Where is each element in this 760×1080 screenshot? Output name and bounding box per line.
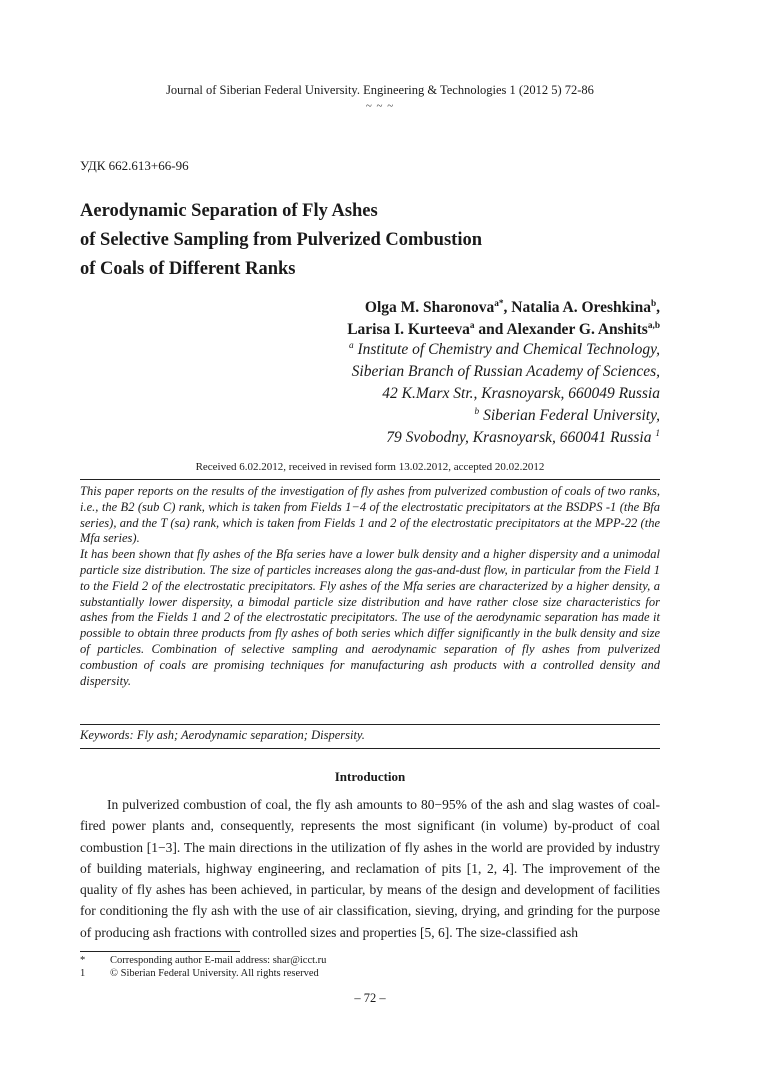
keywords: Keywords: Fly ash; Aerodynamic separation; Dispersity. — [80, 728, 365, 742]
author-separator: , — [503, 299, 512, 316]
author-sup: a — [469, 320, 475, 331]
section-heading-introduction: Introduction — [334, 769, 406, 784]
affiliation-mark: a — [348, 340, 354, 351]
introduction-paragraph: In pulverized combustion of coal, the fly ash amounts to 80−95% of the ash and slag wastes of coal-fired power plants and, consequently, represents the most significant (in volume) by-product of coal combustion [1−3]. The main directions in the utilization of fly ashes in the world are provided by industry of building materials, highway engineering, and reclamation of pits [1, 2, 4]. The improvement of the quality of fly ashes has been achieved, in particular, by means of the design and development of facilities for conditioning the fly ash with the use of air classification, sieving, drying, and grinding for the purpose of producing ash fractions with controlled sizes and properties [5, 6]. The size-classified ash — [80, 797, 660, 940]
author-line-1 — [347, 297, 660, 319]
footnote-mark: 1 — [655, 428, 660, 439]
title-line-2: of Selective Sampling from Pulverized Combustion — [80, 230, 483, 250]
affiliation-a-line-3: 42 K.Marx Str., Krasnoyarsk, 660049 Russia — [382, 385, 660, 402]
page-number: – 72 – — [354, 991, 386, 1005]
affiliation-a-line-2: Siberian Branch of Russian Academy of Sciences, — [351, 363, 660, 380]
title-line-1: Aerodynamic Separation of Fly Ashes — [80, 201, 378, 221]
author-sup: b — [650, 298, 657, 309]
author-conjunction: and — [474, 321, 507, 338]
author-name: Natalia A. Oreshkina — [511, 299, 651, 316]
affiliation-b-line-1 — [349, 405, 660, 427]
author-separator: , — [656, 299, 660, 316]
affiliation-text: Siberian Federal University, — [479, 407, 660, 424]
footnote-mark: 1 — [80, 968, 86, 979]
article-title — [80, 197, 482, 284]
footnote-mark: * — [80, 955, 86, 966]
keywords-rule — [80, 748, 660, 749]
abstract-paragraph-2: It has been shown that fly ashes of the Bfa series have a lower bulk density and a higher dispersity and a unimodal particle size distribution. The size of particles increases along the gas-and-dust flow, in particular from the Field 1 to the Field 2 of the electrostatic precipitators. Fly ashes of the Mfa series are characterized by a higher density, a substantially lower dispersity, a bimodal particle size distribution and have rather close size characteristics for ashes from the Fields 1 and 2 of the electrostatic precipitators. The use of the aerodynamic separation has made it possible to obtain three products from fly ashes of both series which differ significantly in the bulk density and size of particles. Combination of selective sampling and aerodynamic separation of fly ashes from pulverized combustion of coals are promising techniques for manufacturing ash products with a controlled density and dispersity. — [80, 547, 660, 688]
header-separator: ~ ~ ~ — [365, 100, 395, 112]
affiliation-mark: b — [474, 406, 480, 417]
abstract-paragraph-1: This paper reports on the results of the investigation of fly ashes from pulverized combustion of coals of two ranks, i.e., the B2 (sub C) rank, which is taken from Fields 1−4 of the electrostatic precipitators at the BSDPS -1 (the Bfa series), and the T (sa) rank, which is taken from Fields 1 and 2 of the electrostatic precipitators at the MPP-22 (the Mfa series). — [80, 484, 660, 546]
author-name: Olga M. Sharonova — [364, 299, 495, 316]
affiliations — [349, 339, 660, 449]
footnote-rule — [80, 951, 240, 952]
footnote-text: © Siberian Federal University. All rights reserved — [110, 968, 319, 979]
footnote-1 — [80, 954, 326, 967]
footnote-2 — [80, 967, 319, 980]
abstract-top-rule — [80, 479, 660, 480]
title-line-3: of Coals of Different Ranks — [80, 259, 296, 279]
affiliation-a-line-1 — [349, 339, 660, 361]
author-sup: a,b — [647, 320, 660, 331]
author-name: Alexander G. Anshits — [506, 321, 648, 338]
footnote-text: Corresponding author E-mail address: shar@icct.ru — [110, 955, 327, 966]
author-sup: a* — [494, 298, 504, 309]
author-list — [347, 297, 660, 341]
udk-code: УДК 662.613+66-96 — [80, 158, 189, 173]
abstract — [80, 484, 660, 689]
journal-header: Journal of Siberian Federal University. Engineering & Technologies 1 (2012 5) 72-86 — [166, 83, 594, 97]
affiliation-text: 79 Svobodny, Krasnoyarsk, 660041 Russia — [386, 429, 656, 446]
received-dates: Received 6.02.2012, received in revised form 13.02.2012, accepted 20.02.2012 — [195, 461, 545, 473]
author-line-2 — [347, 319, 660, 341]
affiliation-b-line-2 — [349, 427, 660, 449]
author-name: Larisa I. Kurteeva — [347, 321, 470, 338]
affiliation-text: Institute of Chemistry and Chemical Technology, — [353, 341, 660, 358]
abstract-bottom-rule — [80, 724, 660, 725]
